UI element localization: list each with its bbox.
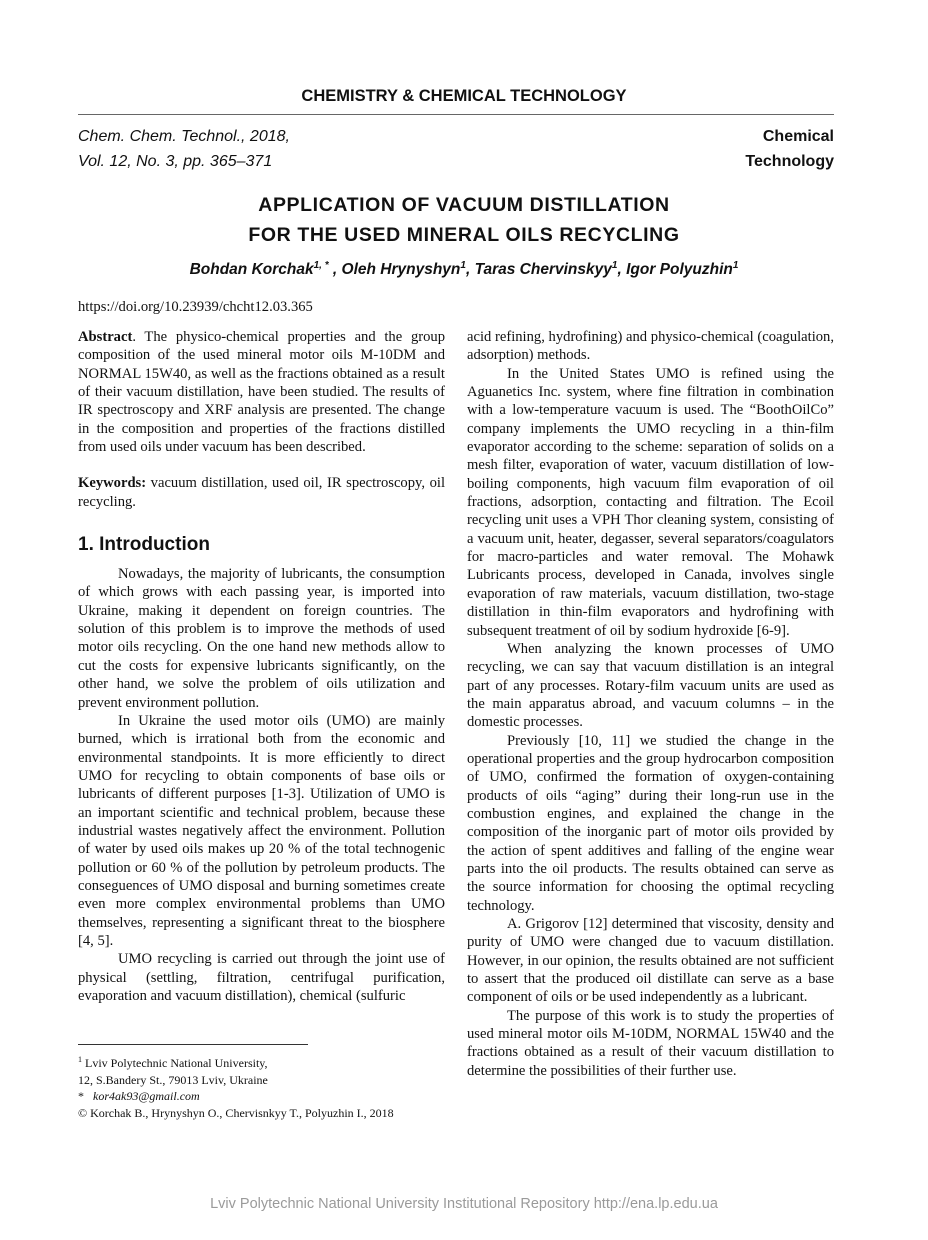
author-separator: , [617,261,627,279]
section-label-line-1: Chemical [762,128,834,145]
paragraph: The purpose of this work is to study the properties of used mineral motor oils M-10DM, NORMAL 15W40 and the fractions obtained as a result of their vacuum distillation to determine the possibilities of their further use. [467,1007,834,1079]
paragraph: In the United States UMO is refined using the Aguanetics Inc. system, where fine filtration in combination with a low-temperature vacuum is used. The “BoothOilCo” company implements the UMO recycling in a thin-film evaporator according to the scheme: separation of solids on a mesh filter, evaporation of water, vacuum distillation of low-boiling components, high vacuum film evaporation of oil fractions, adsorption, contacting and filtration. The Ecoil recycling unit uses a VPH Thor cleaning system, consisting of a vacuum unit, heater, degasser, several separators/coagulators for macro-particles and water removal. The Mohawk Lubricants process, developed in Canada, involves single evaporation of raw materials, vacuum distillation, two-stage distillation in thin-film evaporators and hydrofining with subsequent treatment of oil by sodium hydroxide [6-9]. [467,365,834,639]
title-line-2: FOR THE USED MINERAL OILS RECYCLING [248,224,680,246]
paragraph: UMO recycling is carried out through the joint use of physical (settling, filtration, centrifugal purification, evaporation and vacuum distillation), chemical (sulfuric [78,951,445,1004]
keywords-text: vacuum distillation, used oil, IR spectroscopy, oil recycling. [78,475,445,510]
abstract-text: . The physico-chemical properties and the group composition of the used mineral motor oils M-10DM and NORMAL 15W40, as well as the fractions obtained as a result of their vacuum distillation, have been studied. The results of IR spectroscopy and XRF analysis are presented. The change in the composition and properties of the fractions distilled from used oils under vacuum has been described. [78,329,445,456]
footnotes [78,1052,394,1121]
section-label [745,124,834,174]
author-affiliation-mark: 1, * [313,260,329,271]
section-label-line-2: Technology [745,153,834,170]
author-separator: , [465,261,475,279]
author-name: Igor Polyuzhin [626,261,733,279]
right-column [467,328,834,1080]
paragraph: Previously [10, 11] we studied the change in the operational properties and the group hydrocarbon composition of UMO, confirmed the formation of oxygen-containing products of oils “aging” during their long-run use in the combustion engines, and explained the change in the composition of the inorganic part of motor oils provided by the action of spent additives and falling of the engine wear parts into the oil products. The results obtained can serve as the source information for choosing the optimal recycling technology. [467,732,834,914]
section-heading: 1. Introduction [78,534,210,556]
paragraph: Nowadays, the majority of lubricants, the consumption of which grows with each passing year, is imported into Ukraine, making it dependent on foreign countries. The solution of this problem is to improve the methods of used motor oils recycling. On the one hand new methods allow to cut the costs for expensive lubricants significantly, on the other hand, we solve the problem of oils utilization and prevent environment pollution. [78,566,445,711]
paragraph: When analyzing the known processes of UMO recycling, we can say that vacuum distillation is an integral part of any processes. Rotary-film vacuum units are used as the main apparatus abroad, and vacuum columns – in the domestic processes. [467,640,834,731]
doi-link[interactable]: https://doi.org/10.23939/chcht12.03.365 [78,299,313,315]
paper-title [0,190,928,250]
abstract-label: Abstract [78,329,133,345]
citation-line-2: Vol. 12, No. 3, pp. 365–371 [78,153,273,170]
author-affiliation-mark: 1 [460,260,466,271]
footnote-rule [78,1044,308,1045]
email-link[interactable]: kor4ak93@gmail.com [93,1089,200,1104]
footnote-copyright: © Korchak B., Hrynyshyn O., Chervisnkyy T., Polyuzhin I., 2018 [78,1105,394,1120]
keywords-label: Keywords: [78,475,147,492]
author-list [0,260,928,279]
paragraph: A. Grigorov [12] determined that viscosity, density and purity of UMO were changed due to vacuum distillation. However, in our opinion, the results obtained are not sufficient to assert that the produced oil distillate can serve as a base component of oils or be used independently as a lubricant. [467,916,834,1006]
citation-line-1: Chem. Chem. Technol., 2018, [78,128,290,145]
citation [78,124,290,174]
author-name: Bohdan Korchak [189,261,314,279]
footnote-address: 12, S.Bandery St., 79013 Lviv, Ukraine [78,1072,268,1087]
header-rule [78,114,834,115]
journal-name: CHEMISTRY & CHEMICAL TECHNOLOGY [301,87,627,105]
left-column [78,328,445,1005]
title-line-1: APPLICATION OF VACUUM DISTILLATION [258,194,670,216]
author-affiliation-mark: 1 [732,260,739,271]
corresponding-mark: * [78,1089,84,1104]
author-name: Taras Chervinskyy [474,261,612,279]
keywords [78,474,445,511]
footnote-affiliation [78,1052,394,1072]
repository-footer: Lviv Polytechnic National University Institutional Repository http://ena.lp.edu.ua [210,1196,718,1212]
footnote-email [78,1088,394,1105]
abstract [78,328,445,456]
paragraph: In Ukraine the used motor oils (UMO) are mainly burned, which is irrational both from the economic and environmental standpoints. It is more efficiently to direct UMO for recycling to obtain components of base oils or lubricants of different purposes [1-3]. Utilization of UMO is an important scientific and technical problem, because these industrial wastes negatively affect the environment. Pollution of water by used oils makes up 20 % of the total technogenic pollution or 60 % of the pollution by petroleum products. The conseguences of UMO disposal and burning sometimes create even more complex environmental problems than UMO themselves, representing a significant threat to the biosphere [4, 5]. [78,712,445,949]
author-separator: , [328,261,342,279]
paragraph-continuation: acid refining, hydrofining) and physico-chemical (coagulation, adsorption) methods. [467,329,834,364]
author-affiliation-mark: 1 [611,260,618,271]
author-name: Oleh Hrynyshyn [341,261,461,279]
affiliation-text: Lviv Polytechnic National University, [82,1056,268,1070]
footnote-mark: 1 [78,1055,82,1064]
